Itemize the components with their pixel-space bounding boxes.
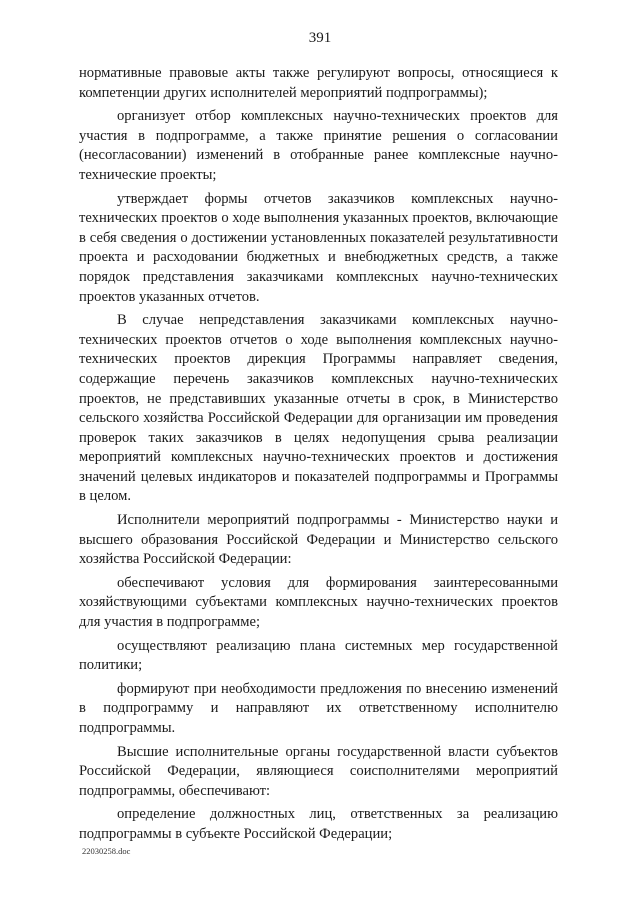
paragraph: Исполнители мероприятий подпрограммы - Министерство науки и высшего образования Российской Федерации и Министерство сельского хозяйства Российской Федерации:: [79, 512, 558, 568]
paragraph: В случае непредставления заказчиками комплексных научно-технических проектов отчетов о ходе выполнения комплексных научно-технических проектов дирекция Программы направляет сведения, содержащие перечень заказчиков комплексных научно-технических проектов, не представивших указанные отчеты в срок, в Министерство сельского хозяйства Российской Федерации для организации им проведения проверок таких заказчиков в целях недопущения срыва реализации мероприятий комплексных научно-технических проектов и достижения значений целевых индикаторов и показателей подпрограммы и Программы в целом.: [79, 312, 558, 505]
paragraph: осуществляют реализацию плана системных мер государственной политики;: [79, 637, 558, 674]
paragraph: Высшие исполнительные органы государственной власти субъектов Российской Федерации, являющиеся соисполнителями мероприятий подпрограммы, обеспечивают:: [79, 743, 558, 799]
paragraph: обеспечивают условия для формирования заинтересованными хозяйствующими субъектами комплексных научно-технических проектов для участия в подпрограмме;: [79, 574, 558, 631]
paragraph: утверждает формы отчетов заказчиков комплексных научно-технических проектов о ходе выполнения указанных проектов, включающие в себя сведения о достижении установленных показателей результативности проекта и расходовании бюджетных и внебюджетных средств, а также порядок представления заказчиками комплексных научно-технических проектов указанных отчетов.: [79, 190, 558, 305]
page-number: 391: [308, 30, 332, 46]
paragraph: организует отбор комплексных научно-технических проектов для участия в подпрограмме, а также принятие решения о согласовании (несогласовании) изменений в отобранные ранее комплексные научно-технические проекты;: [79, 108, 558, 183]
document-body: [79, 64, 558, 849]
paragraph: нормативные правовые акты также регулируют вопросы, относящиеся к компетенции других исполнителей мероприятий подпрограммы);: [79, 65, 558, 101]
paragraph: определение должностных лиц, ответственных за реализацию подпрограммы в субъекте Российской Федерации;: [79, 806, 558, 842]
file-name-footer: 22030258.doc: [82, 846, 131, 856]
paragraph: формируют при необходимости предложения по внесению изменений в подпрограмму и направляют их ответственному исполнителю подпрограммы.: [79, 680, 558, 736]
